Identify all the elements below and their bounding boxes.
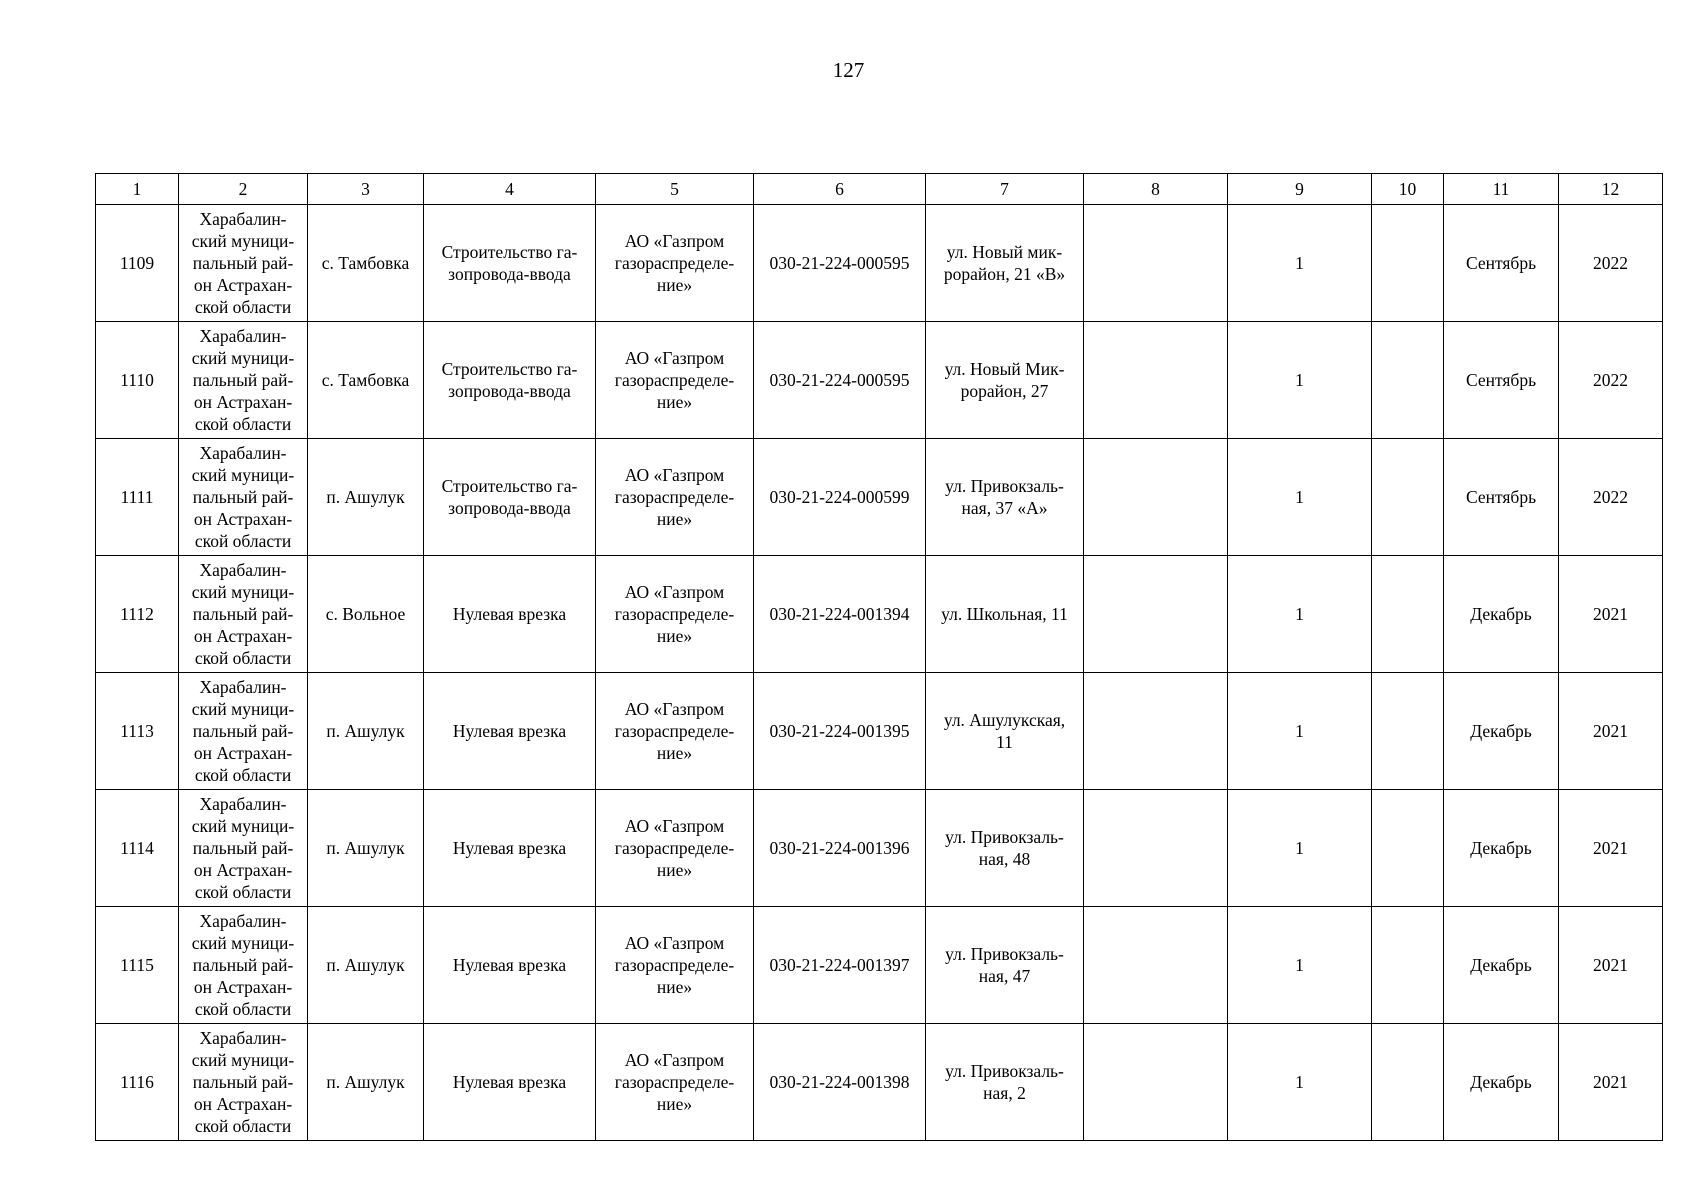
work-type-cell <box>424 439 596 556</box>
settlement-cell: п. Ашулук <box>308 439 424 556</box>
organization-cell-line: АО «Газпром <box>624 231 725 251</box>
column-10-cell <box>1372 1024 1444 1141</box>
settlement-cell: с. Вольное <box>308 556 424 673</box>
district-cell <box>179 439 308 556</box>
object-code-cell: 030-21-224-001397 <box>754 907 926 1024</box>
organization-cell-line: АО «Газпром <box>624 465 725 485</box>
column-header-7: 7 <box>926 174 1084 205</box>
address-cell-line: ул. Ашулукская, <box>943 710 1066 730</box>
organization-cell-line: ние» <box>656 626 693 646</box>
district-cell-line: Харабалин- <box>199 560 287 580</box>
column-10-cell <box>1372 790 1444 907</box>
column-header-12: 12 <box>1559 174 1663 205</box>
district-cell-line: он Астрахан- <box>193 743 293 763</box>
settlement-cell: с. Тамбовка <box>308 322 424 439</box>
object-code-cell: 030-21-224-001395 <box>754 673 926 790</box>
object-code-cell: 030-21-224-000595 <box>754 205 926 322</box>
organization-cell-line: ние» <box>656 392 693 412</box>
quantity-cell: 1 <box>1228 673 1372 790</box>
column-10-cell <box>1372 556 1444 673</box>
table-row <box>96 790 1663 907</box>
column-header-4: 4 <box>424 174 596 205</box>
address-cell <box>926 1024 1084 1141</box>
object-code-cell: 030-21-224-001394 <box>754 556 926 673</box>
settlement-cell: п. Ашулук <box>308 907 424 1024</box>
column-8-cell <box>1084 907 1228 1024</box>
district-cell-line: Харабалин- <box>199 1028 287 1048</box>
work-type-cell-line: Строительство га- <box>441 359 578 379</box>
column-header-9: 9 <box>1228 174 1372 205</box>
district-cell <box>179 556 308 673</box>
district-cell-line: Харабалин- <box>199 911 287 931</box>
district-cell-line: он Астрахан- <box>193 392 293 412</box>
district-cell-line: он Астрахан- <box>193 1094 293 1114</box>
district-cell-line: он Астрахан- <box>193 860 293 880</box>
organization-cell-line: газораспределе- <box>614 604 735 624</box>
district-cell-line: пальный рай- <box>192 487 294 507</box>
district-cell-line: ский муници- <box>191 699 295 719</box>
organization-cell-line: АО «Газпром <box>624 933 725 953</box>
address-cell-line: рорайон, 27 <box>960 381 1049 401</box>
address-cell-line: рорайон, 21 «В» <box>943 264 1066 284</box>
organization-cell-line: ние» <box>656 1094 693 1114</box>
organization-cell-line: газораспределе- <box>614 721 735 741</box>
district-cell-line: ской области <box>194 297 292 317</box>
column-number-row <box>96 174 1663 205</box>
organization-cell <box>596 556 754 673</box>
table-row <box>96 439 1663 556</box>
district-cell-line: ский муници- <box>191 582 295 602</box>
district-cell-line: ский муници- <box>191 933 295 953</box>
work-type-cell <box>424 1024 596 1141</box>
organization-cell <box>596 1024 754 1141</box>
month-cell: Декабрь <box>1444 790 1559 907</box>
district-cell-line: ской области <box>194 648 292 668</box>
address-cell-line: ная, 47 <box>978 966 1031 986</box>
address-cell-line: ул. Школьная, 11 <box>941 604 1068 624</box>
column-8-cell <box>1084 1024 1228 1141</box>
district-cell-line: ской области <box>194 531 292 551</box>
district-cell <box>179 205 308 322</box>
district-cell-line: ский муници- <box>191 231 295 251</box>
row-number-cell: 1109 <box>96 205 179 322</box>
data-table <box>95 173 1663 1141</box>
year-cell: 2022 <box>1559 439 1663 556</box>
organization-cell-line: газораспределе- <box>614 253 735 273</box>
work-type-cell-line: Нулевая врезка <box>452 604 567 624</box>
organization-cell-line: ние» <box>656 275 693 295</box>
quantity-cell: 1 <box>1228 1024 1372 1141</box>
district-cell-line: Харабалин- <box>199 677 287 697</box>
district-cell-line: ской области <box>194 999 292 1019</box>
district-cell-line: пальный рай- <box>192 955 294 975</box>
address-cell-line: ул. Привокзаль- <box>945 476 1064 496</box>
column-10-cell <box>1372 907 1444 1024</box>
work-type-cell-line: зопровода-ввода <box>448 264 571 284</box>
row-number-cell: 1110 <box>96 322 179 439</box>
district-cell-line: он Астрахан- <box>193 275 293 295</box>
district-cell-line: пальный рай- <box>192 838 294 858</box>
district-cell-line: ский муници- <box>191 1050 295 1070</box>
row-number-cell: 1115 <box>96 907 179 1024</box>
column-8-cell <box>1084 556 1228 673</box>
address-cell <box>926 790 1084 907</box>
organization-cell <box>596 673 754 790</box>
organization-cell-line: АО «Газпром <box>624 582 725 602</box>
column-header-10: 10 <box>1372 174 1444 205</box>
row-number-cell: 1113 <box>96 673 179 790</box>
column-8-cell <box>1084 205 1228 322</box>
address-cell-line: ная, 2 <box>983 1083 1026 1103</box>
column-header-5: 5 <box>596 174 754 205</box>
district-cell-line: он Астрахан- <box>193 977 293 997</box>
district-cell-line: он Астрахан- <box>193 509 293 529</box>
organization-cell-line: АО «Газпром <box>624 699 725 719</box>
quantity-cell: 1 <box>1228 439 1372 556</box>
year-cell: 2021 <box>1559 556 1663 673</box>
district-cell-line: пальный рай- <box>192 370 294 390</box>
work-type-cell <box>424 907 596 1024</box>
work-type-cell-line: зопровода-ввода <box>448 381 571 401</box>
organization-cell <box>596 907 754 1024</box>
month-cell: Декабрь <box>1444 673 1559 790</box>
year-cell: 2021 <box>1559 790 1663 907</box>
district-cell-line: ский муници- <box>191 348 295 368</box>
district-cell-line: Харабалин- <box>199 443 287 463</box>
table-body <box>96 205 1663 1141</box>
quantity-cell: 1 <box>1228 205 1372 322</box>
work-type-cell-line: Нулевая врезка <box>452 955 567 975</box>
address-cell <box>926 205 1084 322</box>
address-cell-line: ул. Новый мик- <box>946 242 1063 262</box>
district-cell-line: пальный рай- <box>192 604 294 624</box>
district-cell-line: пальный рай- <box>192 721 294 741</box>
work-type-cell-line: Нулевая врезка <box>452 838 567 858</box>
quantity-cell: 1 <box>1228 322 1372 439</box>
column-header-11: 11 <box>1444 174 1559 205</box>
address-cell-line: ул. Привокзаль- <box>945 827 1064 847</box>
address-cell <box>926 322 1084 439</box>
organization-cell <box>596 322 754 439</box>
settlement-cell: с. Тамбовка <box>308 205 424 322</box>
address-cell-line: ная, 48 <box>978 849 1031 869</box>
month-cell: Декабрь <box>1444 907 1559 1024</box>
month-cell: Декабрь <box>1444 556 1559 673</box>
quantity-cell: 1 <box>1228 556 1372 673</box>
district-cell <box>179 322 308 439</box>
column-header-3: 3 <box>308 174 424 205</box>
table-row <box>96 673 1663 790</box>
district-cell-line: ский муници- <box>191 816 295 836</box>
organization-cell-line: газораспределе- <box>614 955 735 975</box>
address-cell <box>926 556 1084 673</box>
table-row <box>96 322 1663 439</box>
work-type-cell-line: зопровода-ввода <box>448 498 571 518</box>
settlement-cell: п. Ашулук <box>308 1024 424 1141</box>
month-cell: Сентябрь <box>1444 439 1559 556</box>
work-type-cell <box>424 205 596 322</box>
page-number: 127 <box>832 58 865 82</box>
column-header-1: 1 <box>96 174 179 205</box>
work-type-cell-line: Нулевая врезка <box>452 721 567 741</box>
organization-cell-line: газораспределе- <box>614 1072 735 1092</box>
work-type-cell-line: Нулевая врезка <box>452 1072 567 1092</box>
organization-cell-line: АО «Газпром <box>624 816 725 836</box>
district-cell-line: пальный рай- <box>192 1072 294 1092</box>
column-10-cell <box>1372 673 1444 790</box>
table-row <box>96 1024 1663 1141</box>
column-10-cell <box>1372 205 1444 322</box>
work-type-cell <box>424 673 596 790</box>
table-row <box>96 907 1663 1024</box>
district-cell <box>179 673 308 790</box>
organization-cell <box>596 790 754 907</box>
address-cell <box>926 673 1084 790</box>
work-type-cell-line: Строительство га- <box>441 242 578 262</box>
organization-cell-line: АО «Газпром <box>624 348 725 368</box>
district-cell <box>179 1024 308 1141</box>
month-cell: Сентябрь <box>1444 205 1559 322</box>
district-cell-line: ской области <box>194 765 292 785</box>
object-code-cell: 030-21-224-001396 <box>754 790 926 907</box>
year-cell: 2021 <box>1559 907 1663 1024</box>
district-cell-line: ской области <box>194 414 292 434</box>
quantity-cell: 1 <box>1228 790 1372 907</box>
column-10-cell <box>1372 322 1444 439</box>
organization-cell-line: газораспределе- <box>614 487 735 507</box>
address-cell-line: 11 <box>996 732 1013 752</box>
organization-cell <box>596 439 754 556</box>
district-cell-line: пальный рай- <box>192 253 294 273</box>
column-header-6: 6 <box>754 174 926 205</box>
table-row <box>96 205 1663 322</box>
year-cell: 2022 <box>1559 322 1663 439</box>
settlement-cell: п. Ашулук <box>308 673 424 790</box>
organization-cell-line: ние» <box>656 977 693 997</box>
district-cell-line: Харабалин- <box>199 326 287 346</box>
column-8-cell <box>1084 439 1228 556</box>
month-cell: Декабрь <box>1444 1024 1559 1141</box>
settlement-cell: п. Ашулук <box>308 790 424 907</box>
quantity-cell: 1 <box>1228 907 1372 1024</box>
organization-cell-line: ние» <box>656 743 693 763</box>
column-8-cell <box>1084 673 1228 790</box>
work-type-cell <box>424 556 596 673</box>
column-8-cell <box>1084 790 1228 907</box>
work-type-cell-line: Строительство га- <box>441 476 578 496</box>
district-cell-line: Харабалин- <box>199 794 287 814</box>
organization-cell-line: ние» <box>656 509 693 529</box>
table-row <box>96 556 1663 673</box>
address-cell-line: ул. Привокзаль- <box>945 944 1064 964</box>
year-cell: 2022 <box>1559 205 1663 322</box>
address-cell <box>926 439 1084 556</box>
district-cell-line: ский муници- <box>191 465 295 485</box>
object-code-cell: 030-21-224-000599 <box>754 439 926 556</box>
address-cell-line: ул. Новый Мик- <box>944 359 1065 379</box>
column-10-cell <box>1372 439 1444 556</box>
year-cell: 2021 <box>1559 1024 1663 1141</box>
organization-cell-line: газораспределе- <box>614 370 735 390</box>
district-cell-line: ской области <box>194 1116 292 1136</box>
address-cell <box>926 907 1084 1024</box>
object-code-cell: 030-21-224-001398 <box>754 1024 926 1141</box>
column-8-cell <box>1084 322 1228 439</box>
district-cell <box>179 907 308 1024</box>
organization-cell-line: ние» <box>656 860 693 880</box>
month-cell: Сентябрь <box>1444 322 1559 439</box>
row-number-cell: 1112 <box>96 556 179 673</box>
row-number-cell: 1114 <box>96 790 179 907</box>
column-header-2: 2 <box>179 174 308 205</box>
organization-cell <box>596 205 754 322</box>
address-cell-line: ул. Привокзаль- <box>945 1061 1064 1081</box>
year-cell: 2021 <box>1559 673 1663 790</box>
district-cell-line: он Астрахан- <box>193 626 293 646</box>
address-cell-line: ная, 37 «А» <box>961 498 1048 518</box>
district-cell-line: ской области <box>194 882 292 902</box>
work-type-cell <box>424 790 596 907</box>
object-code-cell: 030-21-224-000595 <box>754 322 926 439</box>
organization-cell-line: АО «Газпром <box>624 1050 725 1070</box>
row-number-cell: 1116 <box>96 1024 179 1141</box>
column-header-8: 8 <box>1084 174 1228 205</box>
organization-cell-line: газораспределе- <box>614 838 735 858</box>
district-cell <box>179 790 308 907</box>
work-type-cell <box>424 322 596 439</box>
row-number-cell: 1111 <box>96 439 179 556</box>
district-cell-line: Харабалин- <box>199 209 287 229</box>
